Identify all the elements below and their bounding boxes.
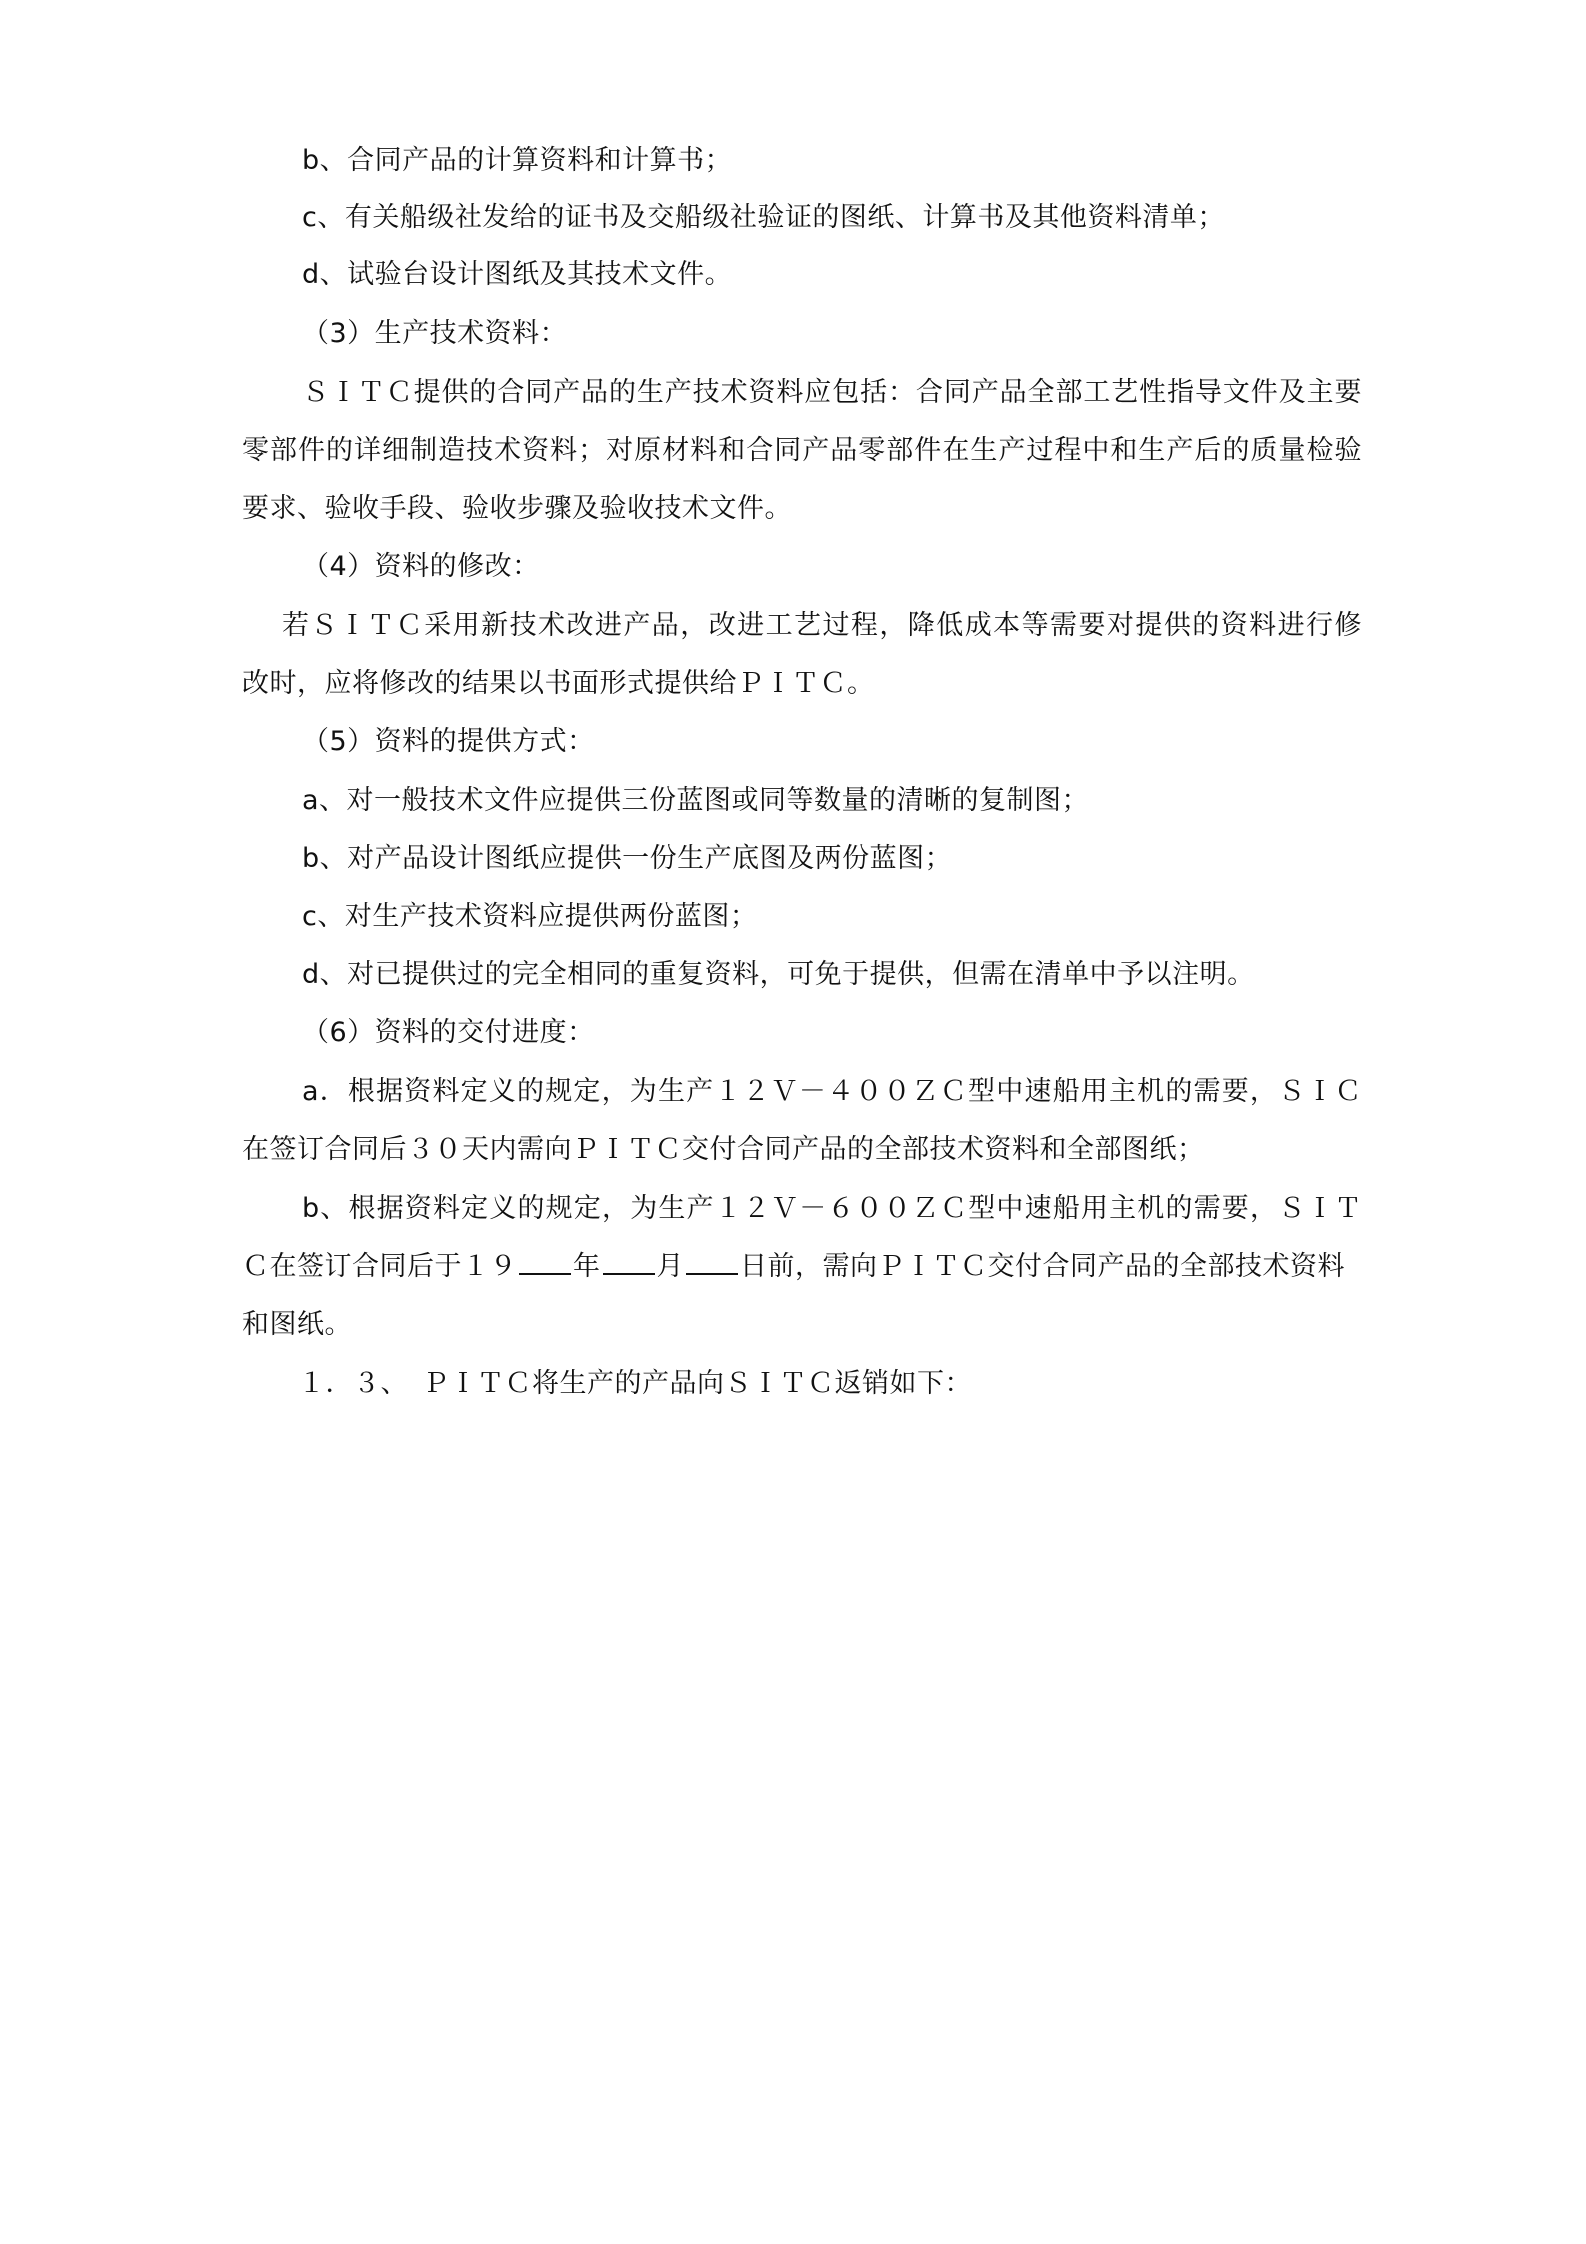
date-line [242,1247,1362,1287]
text-line: 若ＳＩＴＣ采用新技术改进产品，改进工艺过程，降低成本等需要对提供的资料进行修 [282,610,1362,641]
day-blank [686,1249,738,1275]
text-line: d、试验台设计图纸及其技术文件。 [302,259,733,290]
text-line: a．根据资料定义的规定，为生产１２Ｖ－４００ＺＣ型中速船用主机的需要，ＳＩＣ [302,1076,1362,1107]
section-heading: （5）资料的提供方式： [302,726,595,757]
text-line: b、根据资料定义的规定，为生产１２Ｖ－６００ＺＣ型中速船用主机的需要，ＳＩＴ [302,1193,1362,1224]
month-blank [603,1249,655,1275]
year-label: 年 [573,1251,601,1282]
date-line-prefix: Ｃ在签订合同后于１９ [242,1251,517,1282]
month-label: 月 [656,1251,684,1282]
section-heading: （6）资料的交付进度： [302,1017,595,1048]
section-heading: １．３、 ＰＩＴＣ将生产的产品向ＳＩＴＣ返销如下： [298,1368,972,1399]
text-line: b、对产品设计图纸应提供一份生产底图及两份蓝图； [302,843,953,874]
text-line: b、合同产品的计算资料和计算书； [302,145,733,176]
text-line: ＳＩＴＣ提供的合同产品的生产技术资料应包括：合同产品全部工艺性指导文件及主要 [302,377,1362,408]
text-line: 零部件的详细制造技术资料；对原材料和合同产品零部件在生产过程中和生产后的质量检验 [242,435,1362,466]
text-line: 和图纸。 [242,1309,352,1340]
text-line: 改时，应将修改的结果以书面形式提供给ＰＩＴＣ。 [242,668,875,699]
section-heading: （4）资料的修改： [302,551,540,582]
section-heading: （3）生产技术资料： [302,318,568,349]
text-line: d、对已提供过的完全相同的重复资料，可免于提供，但需在清单中予以注明。 [302,959,1255,990]
text-line: a、对一般技术文件应提供三份蓝图或同等数量的清晰的复制图； [302,785,1090,816]
text-line: 要求、验收手段、验收步骤及验收技术文件。 [242,493,792,524]
text-line: c、对生产技术资料应提供两份蓝图； [302,901,758,932]
year-blank [519,1249,571,1275]
date-line-suffix: 日前，需向ＰＩＴＣ交付合同产品的全部技术资料 [740,1251,1345,1282]
text-line: 在签订合同后３０天内需向ＰＩＴＣ交付合同产品的全部技术资料和全部图纸； [242,1134,1205,1165]
text-line: c、有关船级社发给的证书及交船级社验证的图纸、计算书及其他资料清单； [302,202,1225,233]
